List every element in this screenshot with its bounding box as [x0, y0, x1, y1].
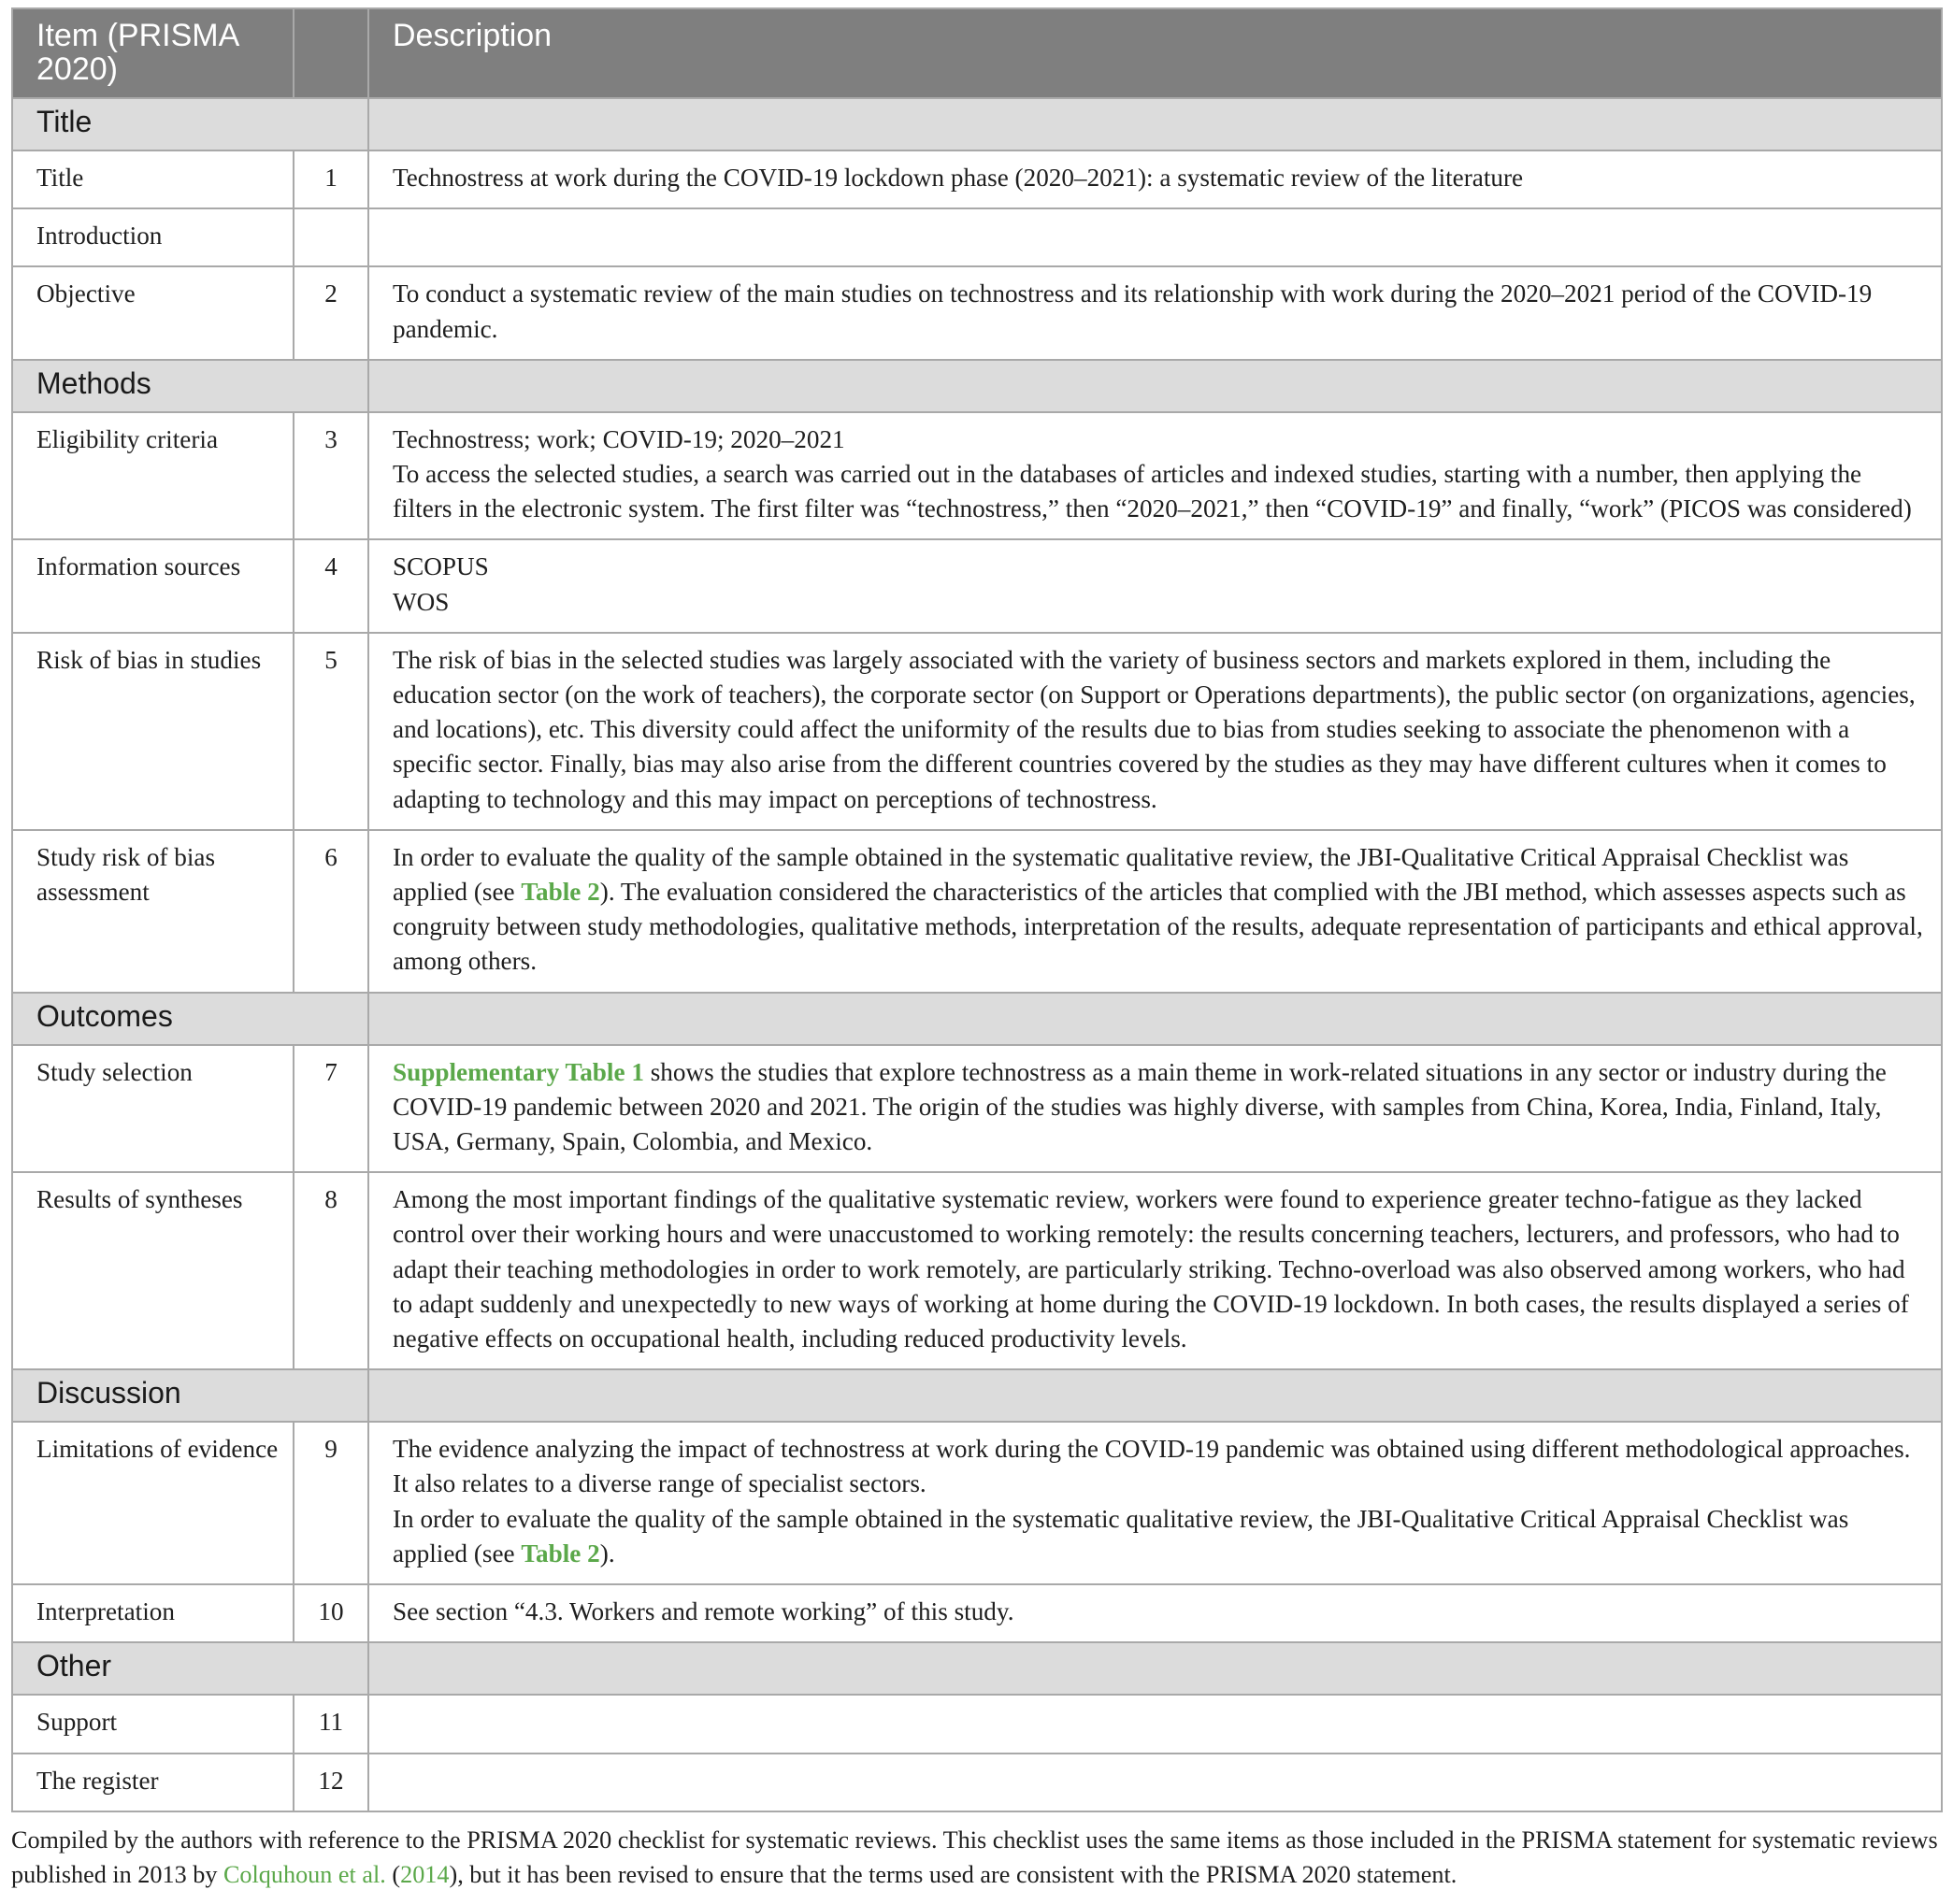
- prisma-checklist-table: [11, 7, 1943, 1812]
- item-name: The register: [12, 1754, 294, 1811]
- description-paragraph: [393, 840, 1926, 980]
- item-number: [294, 208, 368, 266]
- header-item: Item (PRISMA 2020): [12, 8, 294, 98]
- section-row: [12, 98, 1942, 150]
- table-row: [12, 266, 1942, 359]
- item-description: [368, 633, 1942, 830]
- description-text: In order to evaluate the quality of the sample obtained in the systematic qualitative review, the JBI-Qualitative Critical Appraisal Checklist was applied (see: [393, 1504, 1849, 1568]
- footnote-year-link[interactable]: 2014: [400, 1861, 450, 1888]
- description-text: In order to evaluate the quality of the sample obtained in the systematic qualitative review, the JBI-Qualitative Critical Appraisal Checklist was applied (see: [393, 842, 1849, 907]
- item-description: [368, 266, 1942, 359]
- table-row: [12, 1045, 1942, 1173]
- item-description: [368, 1695, 1942, 1753]
- description-paragraph: See section “4.3. Workers and remote working” of this study.: [393, 1597, 1014, 1626]
- description-text-end: ). The evaluation considered the characteristics of the articles that complied with the JBI method, which assesses aspects such as congruity between study methodologies, qualitative methods, interpretation of the results, adequate representation of participants and ethical approval, among others.: [393, 878, 1923, 976]
- table-row: [12, 539, 1942, 632]
- table-reference-link[interactable]: Supplementary Table 1: [393, 1057, 644, 1086]
- description-paragraph: To conduct a systematic review of the main studies on technostress and its relationship with work during the 2020–2021 period of the COVID-19 pandemic.: [393, 279, 1873, 343]
- item-name: Objective: [12, 266, 294, 359]
- section-row: [12, 1642, 1942, 1695]
- item-number: 11: [294, 1695, 368, 1753]
- table-row: [12, 830, 1942, 993]
- description-paragraph: [393, 1502, 1926, 1571]
- item-description: [368, 412, 1942, 540]
- section-empty-cell: [368, 1642, 1942, 1695]
- table-header-row: [12, 8, 1942, 98]
- section-title: Outcomes: [12, 993, 368, 1045]
- footnote-text-end: ), but it has been revised to ensure that the terms used are consistent with the PRISMA 2020 statement.: [449, 1861, 1458, 1888]
- section-title: Title: [12, 98, 368, 150]
- item-name: Title: [12, 150, 294, 208]
- description-paragraph: Technostress at work during the COVID-19 lockdown phase (2020–2021): a systematic review of the literature: [393, 164, 1524, 192]
- table-row: [12, 633, 1942, 830]
- item-number: 10: [294, 1584, 368, 1642]
- footnote-author-link[interactable]: Colquhoun et al.: [223, 1861, 386, 1888]
- description-paragraph: [393, 1055, 1926, 1160]
- description-paragraph: SCOPUS: [393, 552, 489, 581]
- item-description: [368, 150, 1942, 208]
- item-number: 5: [294, 633, 368, 830]
- table-row: [12, 1422, 1942, 1584]
- section-row: [12, 360, 1942, 412]
- table-row: [12, 1754, 1942, 1811]
- item-number: 7: [294, 1045, 368, 1173]
- item-name: Risk of bias in studies: [12, 633, 294, 830]
- item-description: [368, 1754, 1942, 1811]
- description-text-end: shows the studies that explore technostress as a main theme in work-related situations in any sector or industry during the COVID-19 pandemic between 2020 and 2021. The origin of the studies was highly diverse, with samples from China, Korea, India, Finland, Italy, USA, Germany, Spain, Colombia, and Mexico.: [393, 1057, 1887, 1156]
- item-number: 1: [294, 150, 368, 208]
- item-number: 6: [294, 830, 368, 993]
- item-name: Interpretation: [12, 1584, 294, 1642]
- item-description: [368, 539, 1942, 632]
- section-row: [12, 1369, 1942, 1422]
- table-reference-link[interactable]: Table 2: [521, 1539, 600, 1568]
- description-paragraph: The evidence analyzing the impact of technostress at work during the COVID-19 pandemic was obtained using different methodological approaches.: [393, 1435, 1911, 1464]
- table-row: [12, 1172, 1942, 1369]
- item-number: 8: [294, 1172, 368, 1369]
- table-footnote: [11, 1823, 1951, 1892]
- description-paragraph: It also relates to a diverse range of specialist sectors.: [393, 1469, 926, 1498]
- header-number: [294, 8, 368, 98]
- item-description: [368, 1422, 1942, 1584]
- section-title: Other: [12, 1642, 368, 1695]
- item-description: [368, 208, 1942, 266]
- item-number: 3: [294, 412, 368, 540]
- table-body: [12, 98, 1942, 1811]
- item-name: Study risk of bias assessment: [12, 830, 294, 993]
- section-title: Discussion: [12, 1369, 368, 1422]
- item-description: [368, 1045, 1942, 1173]
- item-description: [368, 1584, 1942, 1642]
- table-row: [12, 150, 1942, 208]
- section-empty-cell: [368, 360, 1942, 412]
- section-title: Methods: [12, 360, 368, 412]
- table-row: [12, 412, 1942, 540]
- item-description: [368, 1172, 1942, 1369]
- table-row: [12, 1584, 1942, 1642]
- item-number: 2: [294, 266, 368, 359]
- description-paragraph: The risk of bias in the selected studies was largely associated with the variety of business sectors and markets explored in them, including the education sector (on the work of teachers), the corporate sector (on Support or Operations departments), the public sector (on organizations, agencies, and locations), etc. This diversity could affect the uniformity of the results due to bias from studies seeking to associate the phenomenon with a specific sector. Finally, bias may also arise from the different countries covered by the studies as they may have different cultures when it comes to adapting to technology and this may impact on perceptions of technostress.: [393, 645, 1916, 813]
- item-name: Eligibility criteria: [12, 412, 294, 540]
- item-name: Support: [12, 1695, 294, 1753]
- item-name: Study selection: [12, 1045, 294, 1173]
- description-paragraph: Technostress; work; COVID-19; 2020–2021: [393, 424, 845, 453]
- table-row: [12, 1695, 1942, 1753]
- description-paragraph: To access the selected studies, a search was carried out in the databases of articles and indexed studies, starting with a number, then applying the filters in the electronic system. The first filter was “technostress,” then “2020–2021,” then “COVID-19” and finally, “work” (PICOS was considered): [393, 460, 1912, 523]
- item-name: Introduction: [12, 208, 294, 266]
- section-empty-cell: [368, 98, 1942, 150]
- table-reference-link[interactable]: Table 2: [521, 878, 600, 907]
- item-name: Results of syntheses: [12, 1172, 294, 1369]
- footnote-text: Compiled by the authors with reference to the PRISMA 2020 checklist for systematic reviews. This checklist uses the same items as those included in the PRISMA statement for systematic reviews published in 2013 by: [11, 1826, 1938, 1888]
- description-text-end: ).: [599, 1539, 615, 1568]
- item-number: 9: [294, 1422, 368, 1584]
- description-paragraph: Among the most important findings of the qualitative systematic review, workers were found to experience greater techno-fatigue as they lacked control over their working hours and were unaccustomed to working remotely: the results concerning teachers, lecturers, and professors, who had to adapt their teaching methodologies in order to work remotely, are particularly striking. Techno-overload was also observed among workers, who had to adapt suddenly and unexpectedly to new ways of working at home during the COVID-19 lockdown. In both cases, the results displayed a series of negative effects on occupational health, including reduced productivity levels.: [393, 1185, 1909, 1353]
- table-row: [12, 208, 1942, 266]
- description-paragraph: WOS: [393, 587, 450, 616]
- section-empty-cell: [368, 993, 1942, 1045]
- item-name: Information sources: [12, 539, 294, 632]
- item-description: [368, 830, 1942, 993]
- footnote-text-middle: (: [385, 1861, 401, 1888]
- section-empty-cell: [368, 1369, 1942, 1422]
- header-description: Description: [368, 8, 1942, 98]
- item-number: 12: [294, 1754, 368, 1811]
- section-row: [12, 993, 1942, 1045]
- item-name: Limitations of evidence: [12, 1422, 294, 1584]
- item-number: 4: [294, 539, 368, 632]
